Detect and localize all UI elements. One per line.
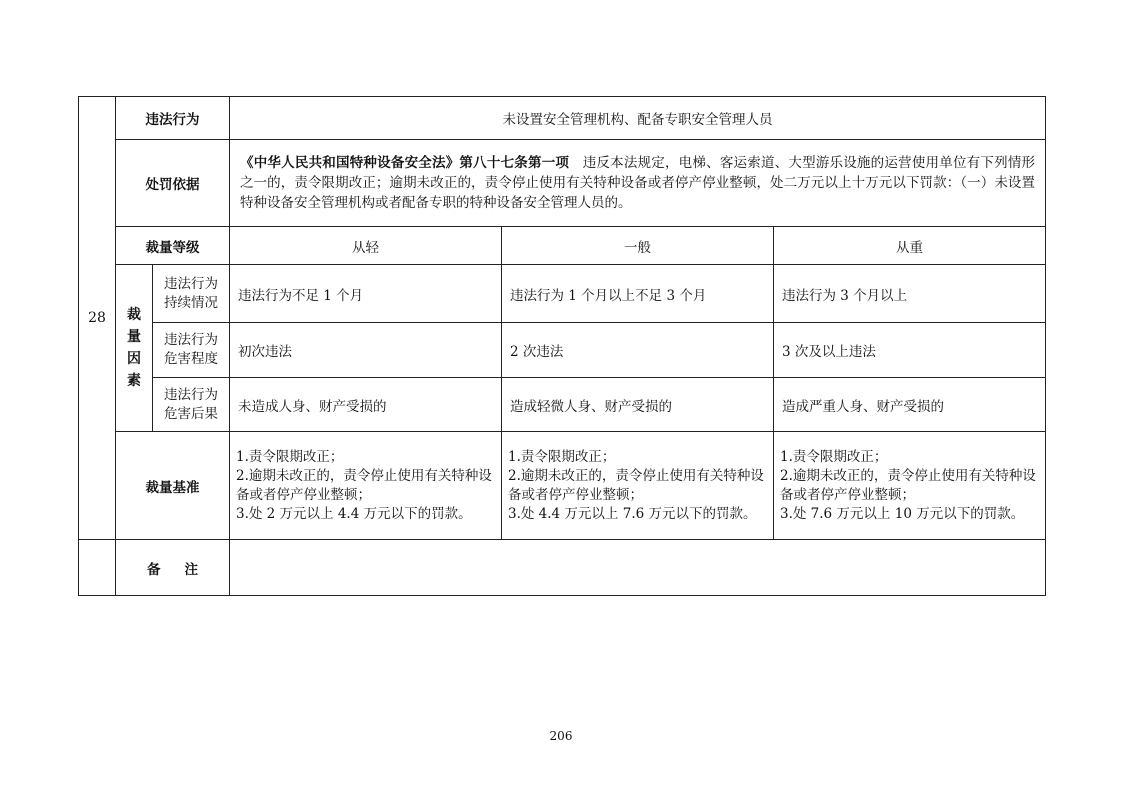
basis-label: 处罚依据 (116, 140, 230, 227)
remark-label: 备注 (116, 540, 230, 596)
page-number: 206 (549, 729, 573, 743)
factor-label (116, 265, 153, 432)
factor-label-line: 持续情况 (164, 294, 218, 311)
standard-item: 2.逾期未改正的，责令停止使用有关特种设备或者停产停业整顿； (508, 467, 764, 503)
factor-label-char: 裁 (127, 307, 141, 323)
standard-item: 1.责令限期改正； (508, 448, 616, 465)
standard-item: 2.逾期未改正的，责令停止使用有关特种设备或者停产停业整顿； (236, 467, 492, 503)
standard-normal (502, 432, 774, 540)
standard-light (230, 432, 502, 540)
factor-duration-normal: 违法行为 1 个月以上不足 3 个月 (502, 265, 774, 323)
row-number-spacer (79, 540, 116, 596)
factor-duration-label (153, 265, 230, 323)
factor-consequence-light: 未造成人身、财产受损的 (230, 378, 502, 432)
factor-label-char: 因 (127, 351, 141, 367)
standard-item: 2.逾期未改正的，责令停止使用有关特种设备或者停产停业整顿； (780, 467, 1036, 503)
factor-label-line: 违法行为 (164, 386, 218, 403)
standard-item: 3.处 2 万元以上 4.4 万元以下的罚款。 (236, 505, 472, 522)
factor-label-line: 违法行为 (164, 275, 218, 292)
row-number: 28 (79, 97, 116, 540)
violation-label: 违法行为 (116, 97, 230, 140)
standard-item: 3.处 4.4 万元以上 7.6 万元以下的罚款。 (508, 505, 757, 522)
factor-label-char: 量 (127, 329, 141, 345)
basis-body: 违反本法规定，电梯、客运索道、大型游乐设施的运营使用单位有下列情形之一的，责令限期改正；逾期未改正的，责令停止使用有关特种设备或者停产停业整顿，处二万元以上十万元以下罚款：（一）未设置特种设备安全管理机构或者配备专职的特种设备安全管理人员的。 (240, 155, 1036, 211)
factor-duration-light: 违法行为不足 1 个月 (230, 265, 502, 323)
level-label: 裁量等级 (116, 227, 230, 265)
factor-label-line: 危害程度 (164, 351, 218, 367)
factor-label-line: 违法行为 (164, 332, 218, 348)
remark-text (230, 540, 1046, 596)
factor-consequence-heavy: 造成严重人身、财产受损的 (774, 378, 1046, 432)
factor-duration-heavy: 违法行为 3 个月以上 (774, 265, 1046, 323)
standard-item: 1.责令限期改正； (780, 448, 888, 465)
factor-label-char: 素 (127, 373, 141, 389)
factor-consequence-label (153, 378, 230, 432)
standard-heavy (774, 432, 1046, 540)
standard-item: 1.责令限期改正； (236, 448, 344, 465)
level-light: 从轻 (230, 227, 502, 265)
basis-law: 《中华人民共和国特种设备安全法》第八十七条第一项 (240, 155, 570, 171)
penalty-discretion-table (78, 96, 1046, 596)
standard-item: 3.处 7.6 万元以上 10 万元以下的罚款。 (780, 505, 1025, 522)
violation-text: 未设置安全管理机构、配备专职安全管理人员 (230, 97, 1046, 140)
level-normal: 一般 (502, 227, 774, 265)
factor-consequence-normal: 造成轻微人身、财产受损的 (502, 378, 774, 432)
factor-degree-heavy: 3 次及以上违法 (774, 323, 1046, 378)
factor-degree-label (153, 323, 230, 378)
basis-text (230, 140, 1046, 227)
standard-label: 裁量基准 (116, 432, 230, 540)
factor-degree-light: 初次违法 (230, 323, 502, 378)
factor-label-line: 危害后果 (164, 405, 218, 422)
factor-degree-normal: 2 次违法 (502, 323, 774, 378)
level-heavy: 从重 (774, 227, 1046, 265)
